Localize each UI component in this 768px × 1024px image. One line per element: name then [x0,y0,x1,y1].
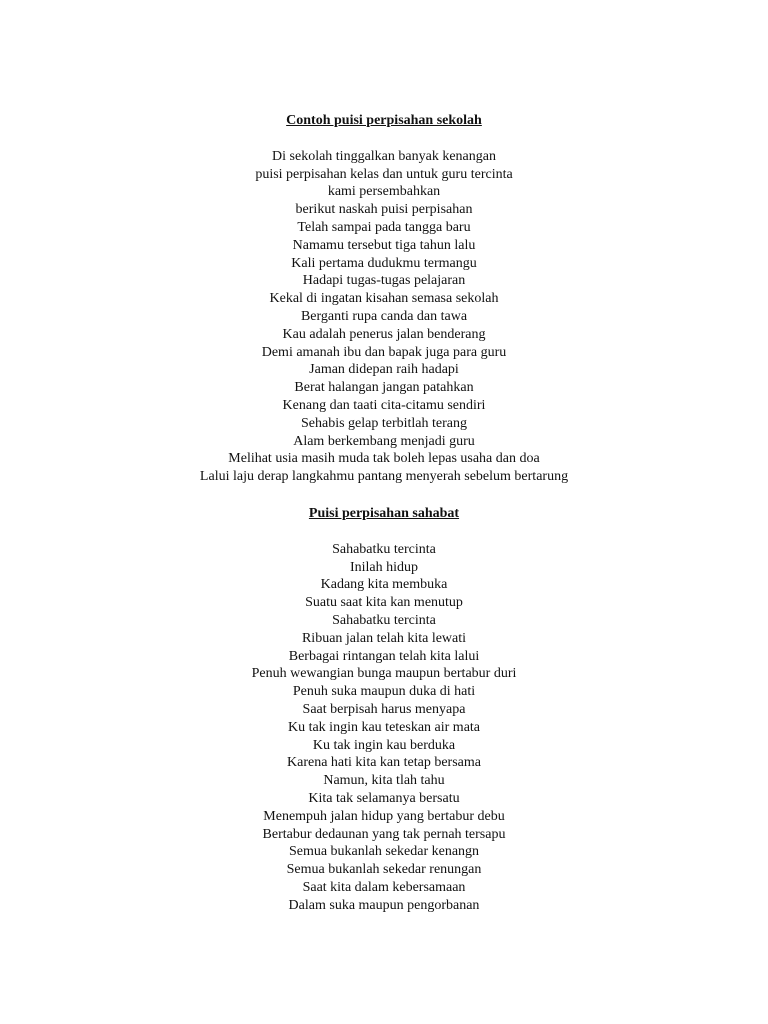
poem-line: Ribuan jalan telah kita lewati [301,630,467,646]
poem-line: Karena hati kita kan tetap bersama [287,755,481,771]
poem-line: Demi amanah ibu dan bapak juga para guru [261,344,507,360]
poem-section-school [0,112,768,486]
poem-line: Dalam suka maupun pengorbanan [288,897,480,913]
poem-line: Kau adalah penerus jalan benderang [282,326,486,342]
poem-line: Di sekolah tinggalkan banyak kenangan [272,148,496,164]
poem-line: Berbagai rintangan telah kita lalui [288,648,480,664]
poem-line: Alam berkembang menjadi guru [293,433,475,449]
poem-line: Kadang kita membuka [320,577,448,593]
poem-line: Kekal di ingatan kisahan semasa sekolah [269,291,499,307]
poem-line: Suatu saat kita kan menutup [305,595,463,611]
poem-lines [0,148,768,486]
poem-line: Kenang dan taati cita-citamu sendiri [282,397,486,413]
poem-line: Semua bukanlah sekedar renungan [286,862,482,878]
poem-line: Namun, kita tlah tahu [323,773,445,789]
poem-line: Saat berpisah harus menyapa [302,701,466,717]
poem-line: Kali pertama dudukmu termangu [291,255,477,271]
poem-line: Jaman didepan raih hadapi [309,362,459,378]
poem-line: Melihat usia masih muda tak boleh lepas usaha dan doa [228,451,540,467]
poem-lines [0,541,768,915]
poem-line: Penuh suka maupun duka di hati [292,684,476,700]
poem-line: Semua bukanlah sekedar kenangn [288,844,480,860]
poem-line: Ku tak ingin kau berduka [312,737,456,753]
section-title: Contoh puisi perpisahan sekolah [286,113,482,128]
poem-line: Menempuh jalan hidup yang bertabur debu [263,808,505,824]
poem-line: berikut naskah puisi perpisahan [295,202,473,218]
poem-line: Berganti rupa canda dan tawa [300,308,468,324]
poem-line: Hadapi tugas-tugas pelajaran [302,273,466,289]
poem-line: Saat kita dalam kebersamaan [302,879,466,895]
poem-line: Bertabur dedaunan yang tak pernah tersapu [262,826,506,842]
poem-line: kami persembahkan [327,184,441,200]
poem-line: Lalui laju derap langkahmu pantang menyerah sebelum bertarung [199,469,569,485]
poem-section-friendship [0,505,768,915]
section-title: Puisi perpisahan sahabat [308,506,460,521]
poem-line: Penuh wewangian bunga maupun bertabur duri [251,666,517,682]
poem-line: Ku tak ingin kau teteskan air mata [287,719,481,735]
poem-line: Telah sampai pada tangga baru [297,219,471,235]
poem-line: Namamu tersebut tiga tahun lalu [292,237,476,253]
poem-line: Sahabatku tercinta [332,541,436,557]
poem-line: Sahabatku tercinta [332,612,436,628]
poem-line: Sehabis gelap terbitlah terang [301,415,467,431]
poem-line: Berat halangan jangan patahkan [294,380,474,396]
poem-line: Inilah hidup [349,559,419,575]
poem-line: Kita tak selamanya bersatu [308,790,460,806]
poem-line: puisi perpisahan kelas dan untuk guru tercinta [255,166,513,182]
